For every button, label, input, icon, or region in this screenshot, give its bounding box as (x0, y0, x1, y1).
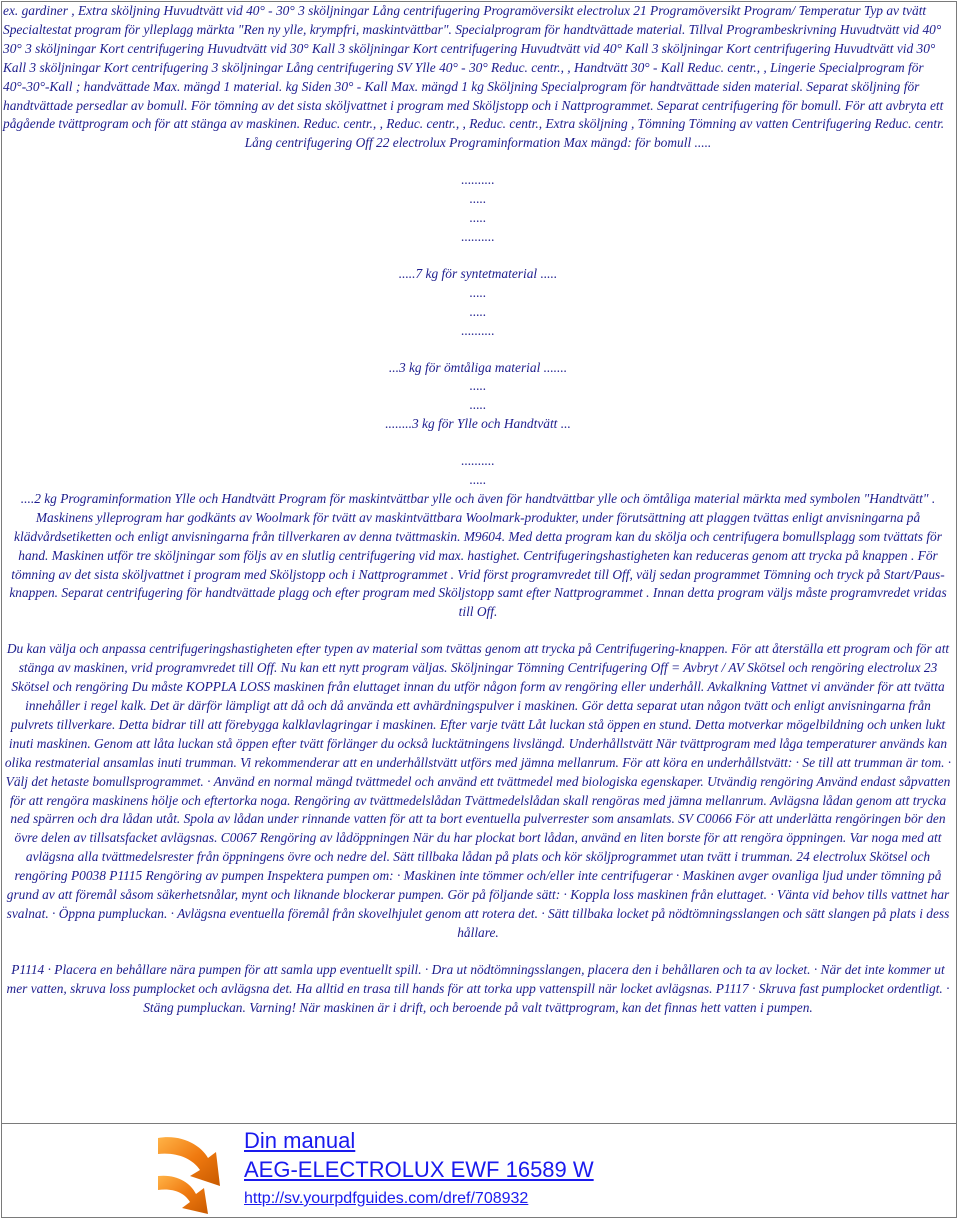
footer-links (244, 1126, 594, 1211)
url-link[interactable]: http://sv.yourpdfguides.com/dref/708932 (244, 1190, 529, 1207)
wool-program-information: .......... ..... ....2 kg Programinformation Ylle och Handtvätt Program för maskintvättbar ylle och även för handtvättbar ylle och ömtåliga material märkta med symbolen "Handtvätt" . Maskinens ylleprogram har godkänts av Woolmark för tvätt av maskintvättbara Woolmark-produkter, under förutsättning att plaggen tvättas enligt anvisningarna på klädvårdsetiketten och enligt anvisningarna från tillverkaren av denna tvättmaskin. M9604. Med detta program kan du skölja och centrifugera bomullsplagg som tvättats för hand. Maskinen utför tre sköljningar som följs av en slutlig centrifugering vid max. hastighet. Centrifugeringshastigheten kan reduceras genom att trycka på knappen . För tömning av det sista sköljvattnet i program med Sköljstopp och i Nattprogrammet . Vrid först programvredet till Off, välj sedan programmet Tömning och tryck på Start/Paus-knappen. Separat centrifugering för handtvättade plagg och efter program med Sköljstopp samt efter Nattprogrammet . Innan detta program väljs måste programvredet vridas till Off. (9, 453, 947, 620)
capacity-delicate-wool: ...3 kg för ömtåliga material ....... ..... ..... ........3 kg för Ylle och Handtvätt ... (385, 359, 571, 432)
manual-link[interactable]: Din manual (244, 1128, 356, 1153)
dots-block-1: .......... ..... ..... .......... (461, 172, 495, 244)
care-cleaning-paragraph: Du kan välja och anpassa centrifugeringshastigheten efter typen av material som tvättas genom att trycka på Centrifugering-knappen. För att återställa ett program och för att stänga av maskinen, vrid programvredet till Off. Nu kan ett nytt program väljas. Sköljningar Tömning Centrifugering Off = Avbryt / AV Skötsel och rengöring electrolux 23 Skötsel och rengöring Du måste KOPPLA LOSS maskinen från eluttaget innan du utför någon form av rengöring eller underhåll. Avkalkning Vattnet vi använder för att tvätta innehåller i regel kalk. Det är därför lämpligt att då och då använda ett avhärdningspulver i maskinen. Gör detta separat utan någon tvätt och enligt anvisningarna från pulvrets tillverkare. Detta bidrar till att förebygga kalklavlagringar i maskinen. Efter varje tvätt Låt luckan stå öppen en stund. Detta motverkar mögelbildning och unken lukt inuti maskinen. Genom att låta luckan stå öppen efter tvätt förlänger du också lucktätningens livslängd. Underhållstvätt När tvättprogram med låga temperaturer används kan olika restmaterial ansamlas inuti trumman. Vi rekommenderar att en underhållstvätt utförs med jämna mellanrum. För att köra en underhållstvätt: · Se till att trumman är tom. · Välj det hetaste bomullsprogrammet. · Använd en normal mängd tvättmedel och använd ett tvättmedel med biologiska egenskaper. Utvändig rengöring Använd endast såpvatten för att rengöra maskinens hölje och eftertorka noga. Rengöring av tvättmedelslådan Tvättmedelslådan skall rengöras med jämna mellanrum. Avlägsna lådan genom att trycka ned spärren och dra lådan utåt. Spola av lådan under rinnande vatten för att ta bort eventuella pulverrester som ansamlats. SV C0066 För att underlätta rengöringen bör den övre delen av tillsatsfacket avlägsnas. C0067 Rengöring av lådöppningen När du har plockat bort lådan, använd en liten borste för att rengöra öppningen. Var noga med att avlägsna alla tvättmedelsrester från öppningens övre och nedre del. Sätt tillbaka lådan på plats och kör sköljprogrammet utan tvätt i trumman. 24 electrolux Skötsel och rengöring P0038 P1115 Rengöring av pumpen Inspektera pumpen om: · Maskinen inte tömmer och/eller inte centrifugerar · Maskinen avger ovanliga ljud under tömning på grund av att föremål såsom säkerhetsnålar, mynt och liknande blockerar pumpen. Gör på följande sätt: · Koppla loss maskinen från eluttaget. · Vänta vid behov tills vattnet har svalnat. · Öppna pumpluckan. · Avlägsna eventuella föremål från skovelhjulet genom att rotera det. · Sätt tillbaka locket på nödtömningsslangen och sätt slangen på plats i dess hållare. (4, 641, 952, 940)
pump-instructions-paragraph: P1114 · Placera en behållare nära pumpen för att samla upp eventuellt spill. · Dra ut nödtömningsslangen, placera den i behållaren och ta av locket. · När det inte kommer ut mer vatten, skruva loss pumplocket och avlägsna det. Ha alltid en trasa till hands för att torka upp vattenspill när locket avlägsnas. P1117 · Skruva fast pumplocket ordentligt. · Stäng pumpluckan. Varning! När maskinen är i drift, och beroende på valt tvättprogram, kan det finnas hett vatten i pumpen. (6, 961, 950, 1015)
orange-arrow-icon (150, 1124, 230, 1216)
product-link[interactable]: AEG-ELECTROLUX EWF 16589 W (244, 1157, 594, 1182)
capacity-synthetic: .....7 kg för syntetmaterial ..... ..... ..... .......... (398, 265, 558, 338)
program-overview-paragraph: ex. gardiner , Extra sköljning Huvudtvätt vid 40° - 30° 3 sköljningar Lång centrifugering Programöversikt electrolux 21 Programöversikt Program/ Temperatur Typ av tvätt Specialtestat program för ylleplagg märkta "Ren ny ylle, krympfri, maskintvättbar". Specialprogram för handtvättade material. Tillval Programbeskrivning Huvudtvätt vid 40° 30° 3 sköljningar Kort centrifugering Huvudtvätt vid 30° Kall 3 sköljningar Kort centrifugering Huvudtvätt vid 40° Kall 3 sköljningar Kort centrifugering Huvudtvätt vid 30° Kall 3 sköljningar Kort centrifugering 3 sköljningar Lång centrifugering SV Ylle 40° - 30° Reduc. centr., , Handtvätt 30° - Kall Reduc. centr., , Lingerie Specialprogram för 40°-30°-Kall ; handvättade Max. mängd 1 material. kg Siden 30° - Kall Max. mängd 1 kg Sköljning Specialprogram för handtvättade siden material. Separat sköljning för handtvättade persedlar av bomull. För tömning av det sista sköljvattnet i program med Sköljstopp och i Nattprogrammet. Separat centrifugering för bomull. För att avbryta ett pågående tvättprogram och för att stänga av maskinen. Reduc. centr., , Reduc. centr., , Reduc. centr., Extra sköljning , Tömning Tömning av vatten Centrifugering Reduc. centr. Lång centrifugering Off 22 electrolux Programinformation Max mängd: för bomull ..... (3, 3, 945, 151)
